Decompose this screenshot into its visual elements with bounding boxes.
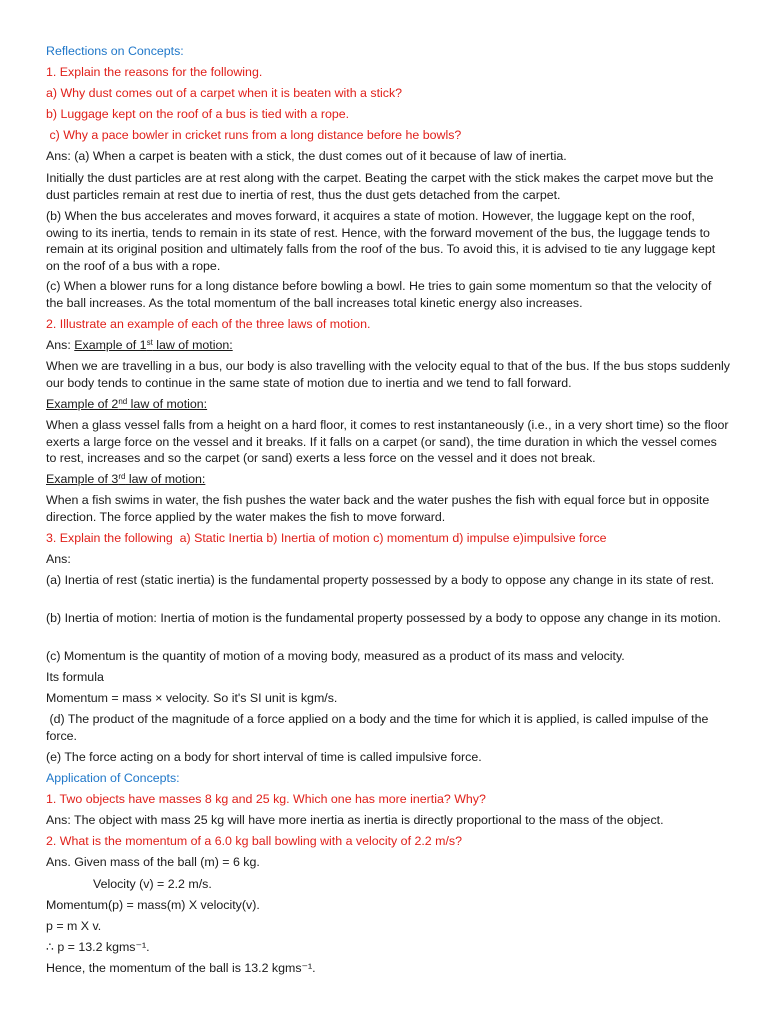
answer-1a: Ans: (a) When a carpet is beaten with a stick, the dust comes out of it because of law of inertia.: [46, 149, 567, 163]
answer-3b: (b) Inertia of motion: Inertia of motion is the fundamental property possessed by a body to oppose any change in its motion.: [46, 611, 721, 625]
law3-heading: Example of 3rd law of motion:: [46, 472, 206, 486]
question-3-title: 3. Explain the following a) Static Inertia b) Inertia of motion c) momentum d) impulse e)impulsive force: [46, 531, 607, 545]
law1-heading: [46, 337, 730, 354]
application-answer-2-velocity: Velocity (v) = 2.2 m/s.: [93, 877, 212, 891]
application-question-1: 1. Two objects have masses 8 kg and 25 kg. Which one has more inertia? Why?: [46, 792, 486, 806]
question-1c: c) Why a pace bowler in cricket runs from a long distance before he bowls?: [46, 128, 462, 142]
application-answer-2-equation: p = m X v.: [46, 919, 102, 933]
answer-1c: (c) When a blower runs for a long distance before bowling a bowl. He tries to gain some momentum so that the velocity of the ball increases. As the total momentum of the ball increases total kinetic energy also increases.: [46, 279, 712, 310]
application-answer-1: Ans: The object with mass 25 kg will have more inertia as inertia is directly proportional to the mass of the object.: [46, 813, 664, 827]
question-1a: a) Why dust comes out of a carpet when it is beaten with a stick?: [46, 86, 403, 100]
answer-prefix: Ans:: [46, 338, 75, 352]
section-heading-application: Application of Concepts:: [46, 771, 180, 785]
momentum-formula: Momentum = mass × velocity. So it's SI unit is kgm/s.: [46, 691, 338, 705]
application-answer-2-formula: Momentum(p) = mass(m) X velocity(v).: [46, 898, 260, 912]
answer-3d: (d) The product of the magnitude of a force applied on a body and the time for which it is applied, is called impulse of the force.: [46, 712, 712, 743]
answer-3-label: Ans:: [46, 552, 71, 566]
application-answer-2-conclusion: Hence, the momentum of the ball is 13.2 kgms⁻¹.: [46, 961, 316, 975]
formula-label: Its formula: [46, 670, 104, 684]
answer-3a: (a) Inertia of rest (static inertia) is the fundamental property possessed by a body to oppose any change in its state of rest.: [46, 573, 715, 587]
question-1-title: 1. Explain the reasons for the following.: [46, 65, 263, 79]
law2-heading: Example of 2nd law of motion:: [46, 397, 208, 411]
application-question-2: 2. What is the momentum of a 6.0 kg ball bowling with a velocity of 2.2 m/s?: [46, 834, 462, 848]
answer-1a-detail: Initially the dust particles are at rest along with the carpet. Beating the carpet with the stick makes the carpet move but the dust particles remain at rest due to inertia of rest, thus the dust gets detached from the carpet.: [46, 171, 714, 202]
law2-example: When a glass vessel falls from a height on a hard floor, it comes to rest instantaneously (i.e., in a very short time) so the floor exerts a large force on the vessel and it breaks. If it falls on a carpet (or sand), the time duration in which the vessel comes to rest, increases and so the carpet (or sand) exerts a less force on the vessel and it does not break.: [46, 418, 729, 466]
question-2-title: 2. Illustrate an example of each of the three laws of motion.: [46, 317, 371, 331]
law1-example: When we are travelling in a bus, our body is also travelling with the velocity equal to that of the bus. If the bus stops suddenly our body tends to continue in the same state of motion due to inertia and we tend to fall forward.: [46, 359, 730, 390]
law1-heading-text: Example of 1st law of motion:: [74, 338, 233, 352]
answer-3c: (c) Momentum is the quantity of motion of a moving body, measured as a product of its mass and velocity.: [46, 649, 625, 663]
application-answer-2-given: Ans. Given mass of the ball (m) = 6 kg.: [46, 855, 260, 869]
answer-1b: (b) When the bus accelerates and moves forward, it acquires a state of motion. However, the luggage kept on the roof, owing to its inertia, tends to remain in its state of rest. Hence, with the forward movement of the bus, the luggage tends to remain at its original position and ultimately falls from the roof of the bus. To avoid this, it is advised to tie any luggage kept on the roof of a bus with a rope.: [46, 209, 716, 273]
question-1b: b) Luggage kept on the roof of a bus is tied with a rope.: [46, 107, 350, 121]
section-heading-reflections: Reflections on Concepts:: [46, 44, 184, 58]
answer-3e: (e) The force acting on a body for short interval of time is called impulsive force.: [46, 750, 482, 764]
application-answer-2-result: ∴ p = 13.2 kgms⁻¹.: [46, 940, 150, 954]
law3-example: When a fish swims in water, the fish pushes the water back and the water pushes the fish with equal force but in opposite direction. The force applied by the water makes the fish to move forward.: [46, 493, 710, 524]
